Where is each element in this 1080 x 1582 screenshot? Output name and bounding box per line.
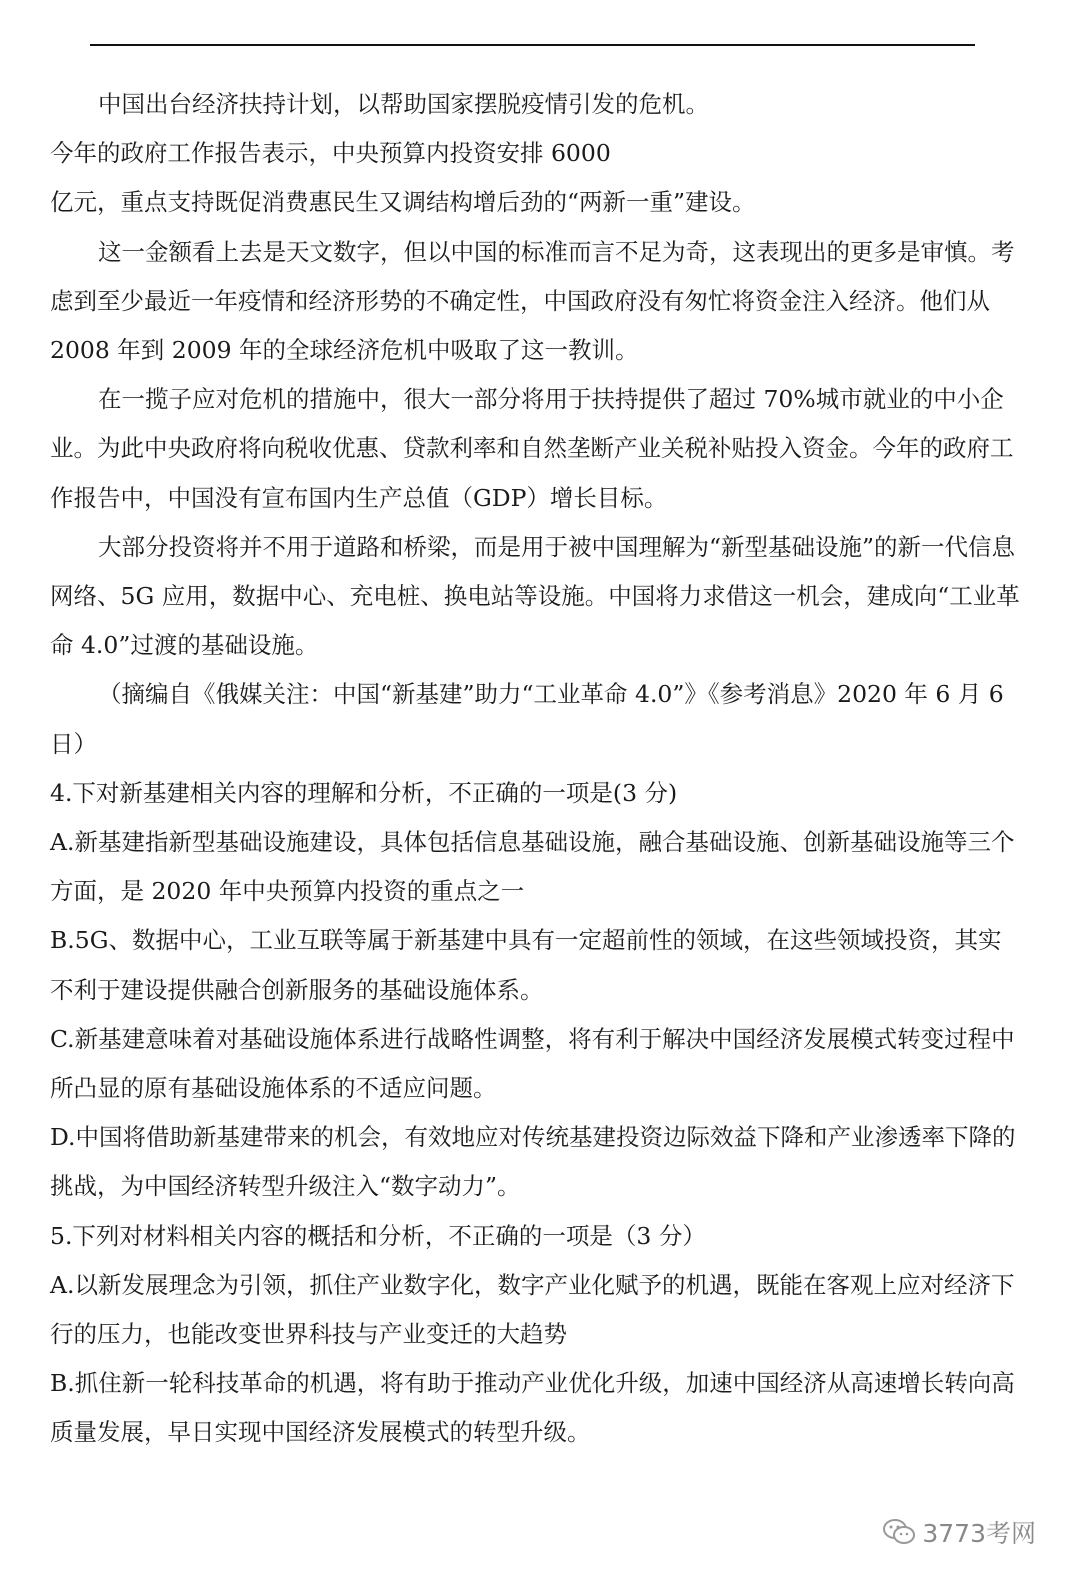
question-5-stem: 5.下列对材料相关内容的概括和分析，不正确的一项是（3 分） [50,1221,706,1250]
source-citation: （摘编自《俄媒关注：中国“新基建”助力“工业革命 4.0”》《参考消息》2020 年 6 月 6 日） [50,680,1004,758]
watermark [882,1514,1036,1550]
paragraph: 这一金额看上去是天文数字，但以中国的标准而言不足为奇，这表现出的更多是审慎。考虑到至少最近一年疫情和经济形势的不确定性，中国政府没有匆忙将资金注入经济。他们从 2008 年到 2009 年的全球经济危机中吸取了这一教训。 [50,237,1015,365]
paragraph: 今年的政府工作报告表示，中央预算内投资安排 6000 [50,139,611,168]
question-4-option-d: D.中国将借助新基建带来的机会，有效地应对传统基建投资边际效益下降和产业渗透率下降的挑战，为中国经济转型升级注入“数字动力”。 [50,1123,1016,1201]
question-4-option-a: A.新基建指新型基础设施建设，具体包括信息基础设施，融合基础设施、创新基础设施等三个方面，是 2020 年中央预算内投资的重点之一 [50,828,1015,906]
question-5-option-a: A.以新发展理念为引领，抓住产业数字化，数字产业化赋予的机遇，既能在客观上应对经济下行的压力，也能改变世界科技与产业变迁的大趋势 [50,1270,1015,1349]
document-body [50,80,1020,1458]
paragraph: 大部分投资将并不用于道路和桥梁，而是用于被中国理解为“新型基础设施”的新一代信息网络、5G 应用，数据中心、充电桩、换电站等设施。中国将力求借这一机会，建成向“工业革命 4.0”过渡的基础设施。 [50,532,1020,660]
paragraph: 在一揽子应对危机的措施中，很大一部分将用于扶持提供了超过 70%城市就业的中小企业。为此中央政府将向税收优惠、贷款利率和自然垄断产业关税补贴投入资金。今年的政府工作报告中，中国没有宣布国内生产总值（GDP）增长目标。 [50,385,1014,512]
paragraph: 中国出台经济扶持计划，以帮助国家摆脱疫情引发的危机。 [98,90,709,118]
paragraph: 亿元，重点支持既促消费惠民生又调结构增后劲的“两新一重”建设。 [50,188,756,217]
watermark-text: 3773考网 [922,1519,1036,1548]
question-4-option-b: B.5G、数据中心，工业互联等属于新基建中具有一定超前性的领域，在这些领域投资，其实不利于建设提供融合创新服务的基础设施体系。 [50,926,1002,1004]
top-rule [90,44,975,46]
question-4-stem: 4.下对新基建相关内容的理解和分析，不正确的一项是(3 分) [50,778,678,807]
question-4-option-c: C.新基建意味着对基础设施体系进行战略性调整，将有利于解决中国经济发展模式转变过程中所凸显的原有基础设施体系的不适应问题。 [50,1024,1015,1103]
wechat-icon [882,1517,916,1547]
question-5-option-b: B.抓住新一轮科技革命的机遇，将有助于推动产业优化升级，加速中国经济从高速增长转向高质量发展，早日实现中国经济发展模式的转型升级。 [50,1369,1015,1447]
